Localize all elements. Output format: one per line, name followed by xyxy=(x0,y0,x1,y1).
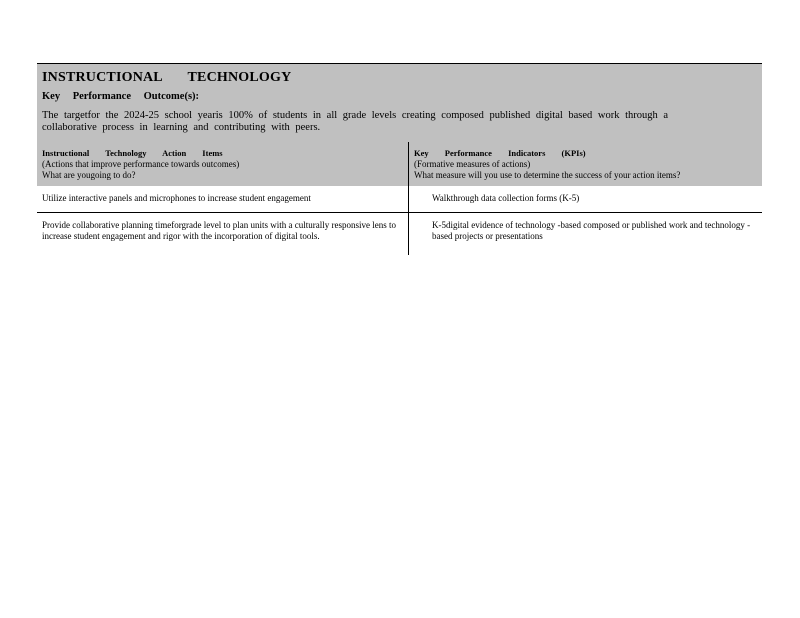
action-items-question: What are yougoing to do? xyxy=(42,170,136,180)
instructional-technology-section xyxy=(37,63,762,255)
action-items-header xyxy=(37,142,409,186)
kpi-question: What measure will you use to determine the success of your action items? xyxy=(414,170,681,180)
table-header-row xyxy=(37,142,762,186)
kpi-header xyxy=(409,142,763,186)
kpi-cell xyxy=(409,186,763,213)
kpi-title: Key Performance Indicators (KPIs) xyxy=(414,148,586,158)
action-cell: Utilize interactive panels and microphones to increase student engagement xyxy=(42,193,311,203)
section-title: INSTRUCTIONAL TECHNOLOGY xyxy=(42,70,292,85)
kpi-cell xyxy=(409,213,763,256)
kpo-label: Key Performance Outcome(s): xyxy=(42,91,200,102)
action-items-title: Instructional Technology Action Items xyxy=(42,148,223,158)
action-cell: Provide collaborative planning timeforgrade level to plan units with a culturally responsive lens to increase student engagement and rigor with the incorporation of digital tools. xyxy=(37,213,409,256)
target-statement: The targetfor the 2024-25 school yearis 100% of students in all grade levels creating composed published digital based work through a collaborative process in learning and contributing with peers. xyxy=(42,110,669,133)
table-row xyxy=(37,213,762,256)
kpi-text: K-5digital evidence of technology -based composed or published work and technology -based projects or presentations xyxy=(432,220,751,241)
action-kpi-table xyxy=(37,142,762,255)
kpi-text: Walkthrough data collection forms (K-5) xyxy=(432,193,580,203)
section-header xyxy=(37,63,762,142)
kpi-subtitle: (Formative measures of actions) xyxy=(414,159,531,169)
action-items-subtitle: (Actions that improve performance towards outcomes) xyxy=(42,159,240,169)
table-row xyxy=(37,186,762,213)
